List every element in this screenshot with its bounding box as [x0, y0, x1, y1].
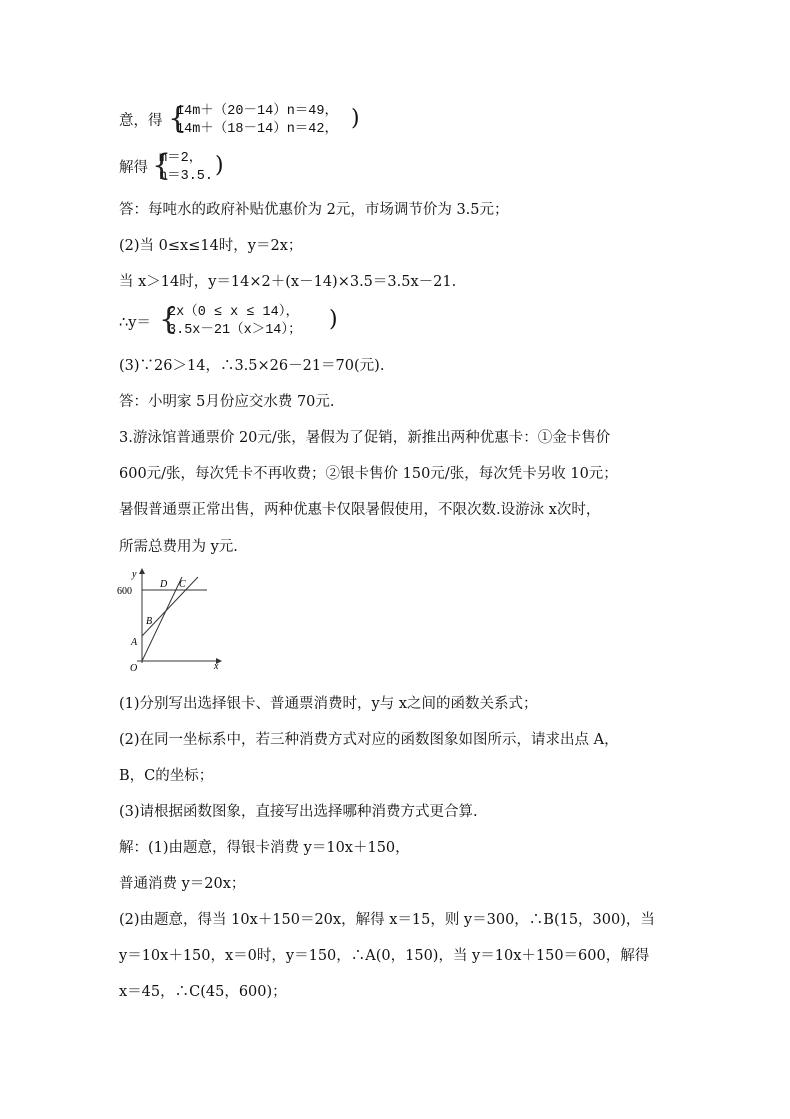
y-axis-arrow-icon	[139, 568, 145, 574]
system-rows	[159, 150, 213, 186]
question-line: B，C的坐标；	[119, 768, 214, 784]
equation-row: 3.5x－21（x＞14）；	[168, 323, 302, 338]
equation-row: 2x（0 ≤ x ≤ 14），	[168, 305, 299, 320]
left-brace-icon: {	[152, 148, 172, 183]
system-lead: 意，得	[119, 113, 163, 129]
solution-line: y＝10x＋150，x＝0时，y＝150，∴A(0，150)，当 y＝10x＋150＝600，解得	[119, 948, 650, 964]
system-lead: ∴y＝	[119, 315, 151, 331]
solution-line: 普通消费 y＝20x；	[119, 876, 246, 892]
right-paren-icon: )	[351, 106, 360, 131]
equation-row: n＝3.5.	[159, 169, 214, 184]
point-d-label: D	[160, 579, 168, 590]
answer-line-1: 答：每吨水的政府补贴优惠价为 2元，市场调节价为 3.5元；	[119, 202, 509, 218]
equation-row: 14m＋（20－14）n＝49，	[176, 104, 339, 119]
question-line: (1)分别写出选择银卡、普通票消费时，y与 x之间的函数关系式；	[119, 696, 538, 712]
system-rows	[176, 103, 338, 139]
point-c-label: C	[179, 579, 186, 590]
answer-line-2: 答：小明家 5月份应交水费 70元.	[119, 394, 335, 410]
problem3-line: 所需总费用为 y元.	[119, 539, 238, 555]
problem3-line: 3.游泳馆普通票价 20元/张，暑假为了促销，新推出两种优惠卡：①金卡售价	[119, 430, 611, 446]
silver-card-line	[142, 577, 198, 636]
origin-label: O	[130, 663, 138, 674]
solution-line: x＝45，∴C(45，600)；	[119, 984, 287, 1000]
question-line: (3)请根据函数图象，直接写出选择哪种消费方式更合算.	[119, 804, 478, 820]
point-a-label: A	[131, 637, 138, 648]
equation-row: m＝2，	[159, 151, 203, 166]
problem3-line: 600元/张，每次凭卡不再收费；②银卡售价 150元/张，每次凭卡另收 10元；	[119, 466, 618, 482]
function-graph	[115, 565, 235, 675]
left-brace-icon: {	[159, 302, 179, 337]
tick-label-600: 600	[117, 586, 132, 597]
question-line: (2)在同一坐标系中，若三种消费方式对应的函数图象如图所示，请求出点 A，	[119, 732, 619, 748]
x-axis-label: x	[214, 661, 219, 672]
system-lead: 解得	[119, 160, 148, 176]
solution-line: (2)由题意，得当 10x＋150＝20x，解得 x＝15，则 y＝300，∴B(15，300)，当	[119, 912, 655, 928]
part2-line-a: (2)当 0≤x≤14时，y＝2x；	[119, 238, 303, 254]
right-paren-icon: )	[329, 307, 338, 332]
part2-line-b: 当 x＞14时，y＝14×2＋(x－14)×3.5＝3.5x－21.	[119, 274, 457, 290]
system-rows	[168, 304, 302, 340]
equation-row: 14m＋（18－14）n＝42，	[176, 122, 339, 137]
right-paren-icon: )	[215, 153, 224, 178]
problem3-line: 暑假普通票正常出售，两种优惠卡仅限暑假使用，不限次数.设游泳 x次时，	[119, 502, 601, 518]
left-brace-icon: {	[168, 101, 188, 136]
solution-line: 解：(1)由题意，得银卡消费 y＝10x＋150，	[119, 840, 410, 856]
point-b-label: B	[146, 616, 153, 627]
part3-line: (3)∵26＞14，∴3.5×26－21＝70(元).	[119, 358, 385, 374]
y-axis-label: y	[132, 569, 137, 580]
